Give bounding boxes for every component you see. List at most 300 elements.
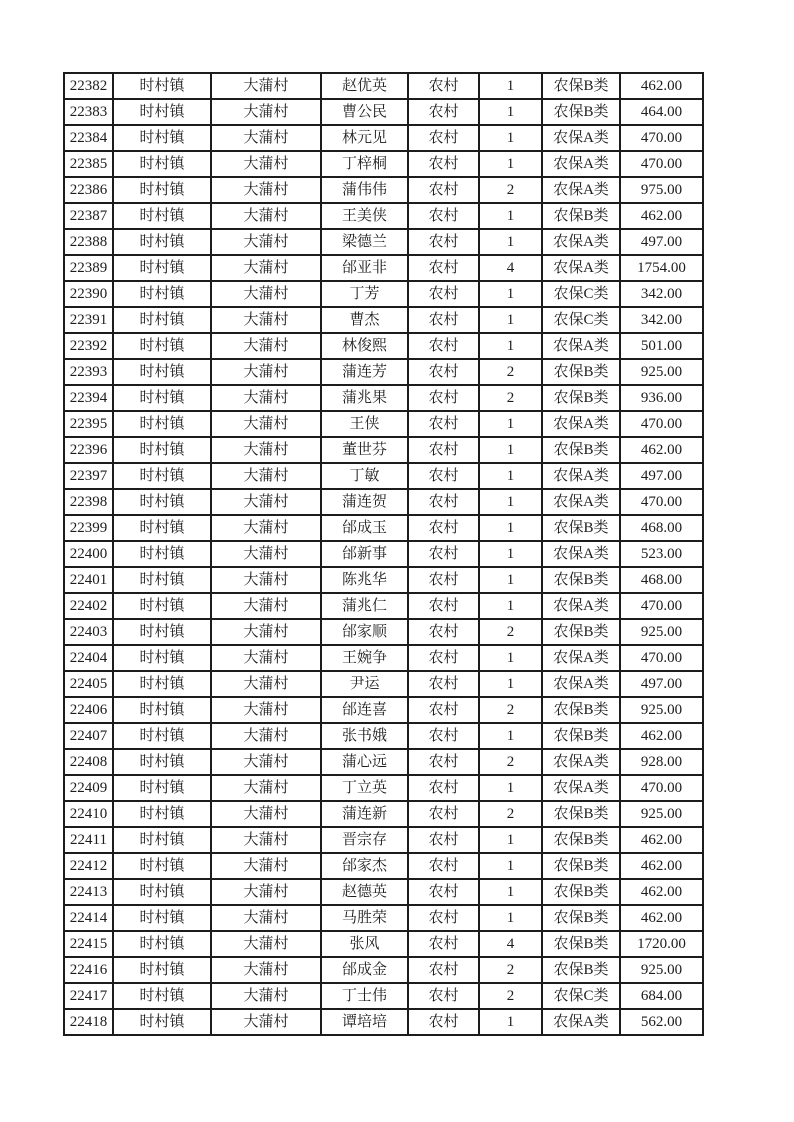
- cell-residence-type: 农村: [408, 515, 479, 541]
- cell-person-name: 丁立英: [321, 775, 408, 801]
- cell-village: 大蒲村: [211, 385, 321, 411]
- cell-residence-type: 农村: [408, 1009, 479, 1035]
- cell-village: 大蒲村: [211, 567, 321, 593]
- cell-person-count: 2: [479, 619, 542, 645]
- table-row: [64, 697, 703, 723]
- cell-person-count: 1: [479, 775, 542, 801]
- cell-amount: 462.00: [620, 853, 703, 879]
- cell-person-name: 梁德兰: [321, 229, 408, 255]
- cell-village: 大蒲村: [211, 437, 321, 463]
- cell-residence-type: 农村: [408, 619, 479, 645]
- cell-insurance-category: 农保B类: [542, 203, 620, 229]
- table-row: [64, 619, 703, 645]
- cell-residence-type: 农村: [408, 775, 479, 801]
- cell-person-name: 晋宗存: [321, 827, 408, 853]
- cell-person-count: 2: [479, 749, 542, 775]
- cell-record-no: 22400: [64, 541, 113, 567]
- cell-insurance-category: 农保A类: [542, 125, 620, 151]
- cell-residence-type: 农村: [408, 177, 479, 203]
- cell-amount: 468.00: [620, 567, 703, 593]
- cell-amount: 470.00: [620, 125, 703, 151]
- cell-residence-type: 农村: [408, 749, 479, 775]
- cell-residence-type: 农村: [408, 463, 479, 489]
- table-row: [64, 957, 703, 983]
- cell-residence-type: 农村: [408, 255, 479, 281]
- cell-amount: 497.00: [620, 463, 703, 489]
- cell-person-name: 蒲心远: [321, 749, 408, 775]
- cell-person-name: 陈兆华: [321, 567, 408, 593]
- cell-village: 大蒲村: [211, 333, 321, 359]
- cell-town: 时村镇: [113, 645, 211, 671]
- cell-residence-type: 农村: [408, 385, 479, 411]
- cell-village: 大蒲村: [211, 463, 321, 489]
- cell-residence-type: 农村: [408, 905, 479, 931]
- cell-village: 大蒲村: [211, 853, 321, 879]
- cell-amount: 470.00: [620, 489, 703, 515]
- cell-insurance-category: 农保B类: [542, 385, 620, 411]
- table-row: [64, 463, 703, 489]
- cell-record-no: 22407: [64, 723, 113, 749]
- table-row: [64, 307, 703, 333]
- cell-town: 时村镇: [113, 307, 211, 333]
- cell-amount: 470.00: [620, 151, 703, 177]
- cell-residence-type: 农村: [408, 957, 479, 983]
- cell-person-name: 林元见: [321, 125, 408, 151]
- cell-residence-type: 农村: [408, 541, 479, 567]
- cell-person-count: 1: [479, 905, 542, 931]
- cell-town: 时村镇: [113, 775, 211, 801]
- cell-person-count: 2: [479, 957, 542, 983]
- table-row: [64, 73, 703, 99]
- cell-record-no: 22382: [64, 73, 113, 99]
- pension-roster-table: [63, 72, 704, 1036]
- cell-amount: 975.00: [620, 177, 703, 203]
- cell-insurance-category: 农保A类: [542, 775, 620, 801]
- cell-amount: 684.00: [620, 983, 703, 1009]
- cell-record-no: 22389: [64, 255, 113, 281]
- cell-insurance-category: 农保A类: [542, 645, 620, 671]
- cell-town: 时村镇: [113, 879, 211, 905]
- cell-amount: 1720.00: [620, 931, 703, 957]
- table-row: [64, 515, 703, 541]
- cell-residence-type: 农村: [408, 73, 479, 99]
- cell-person-name: 尹运: [321, 671, 408, 697]
- cell-record-no: 22392: [64, 333, 113, 359]
- cell-village: 大蒲村: [211, 99, 321, 125]
- cell-record-no: 22401: [64, 567, 113, 593]
- cell-amount: 470.00: [620, 645, 703, 671]
- cell-person-name: 丁士伟: [321, 983, 408, 1009]
- cell-insurance-category: 农保A类: [542, 593, 620, 619]
- cell-town: 时村镇: [113, 905, 211, 931]
- cell-amount: 925.00: [620, 697, 703, 723]
- table-row: [64, 801, 703, 827]
- cell-person-count: 1: [479, 73, 542, 99]
- cell-record-no: 22393: [64, 359, 113, 385]
- cell-insurance-category: 农保B类: [542, 879, 620, 905]
- cell-person-name: 蒲连新: [321, 801, 408, 827]
- table-row: [64, 229, 703, 255]
- cell-person-count: 1: [479, 671, 542, 697]
- cell-village: 大蒲村: [211, 541, 321, 567]
- cell-residence-type: 农村: [408, 723, 479, 749]
- cell-village: 大蒲村: [211, 671, 321, 697]
- cell-person-name: 丁梓桐: [321, 151, 408, 177]
- cell-person-count: 1: [479, 307, 542, 333]
- cell-village: 大蒲村: [211, 229, 321, 255]
- cell-record-no: 22405: [64, 671, 113, 697]
- cell-insurance-category: 农保B类: [542, 801, 620, 827]
- table-row: [64, 645, 703, 671]
- cell-residence-type: 农村: [408, 671, 479, 697]
- cell-record-no: 22399: [64, 515, 113, 541]
- cell-town: 时村镇: [113, 723, 211, 749]
- cell-record-no: 22410: [64, 801, 113, 827]
- cell-town: 时村镇: [113, 1009, 211, 1035]
- table-row: [64, 385, 703, 411]
- cell-record-no: 22412: [64, 853, 113, 879]
- cell-person-count: 1: [479, 723, 542, 749]
- cell-record-no: 22403: [64, 619, 113, 645]
- cell-residence-type: 农村: [408, 983, 479, 1009]
- cell-person-name: 蒲兆仁: [321, 593, 408, 619]
- cell-person-count: 1: [479, 567, 542, 593]
- cell-record-no: 22391: [64, 307, 113, 333]
- cell-person-count: 2: [479, 697, 542, 723]
- cell-insurance-category: 农保A类: [542, 151, 620, 177]
- cell-village: 大蒲村: [211, 775, 321, 801]
- cell-insurance-category: 农保B类: [542, 359, 620, 385]
- cell-town: 时村镇: [113, 567, 211, 593]
- cell-amount: 936.00: [620, 385, 703, 411]
- cell-person-name: 蒲连贺: [321, 489, 408, 515]
- cell-insurance-category: 农保A类: [542, 229, 620, 255]
- cell-person-count: 1: [479, 489, 542, 515]
- cell-village: 大蒲村: [211, 645, 321, 671]
- cell-record-no: 22409: [64, 775, 113, 801]
- cell-record-no: 22397: [64, 463, 113, 489]
- cell-residence-type: 农村: [408, 411, 479, 437]
- cell-town: 时村镇: [113, 801, 211, 827]
- table-row: [64, 1009, 703, 1035]
- cell-insurance-category: 农保B类: [542, 827, 620, 853]
- table-row: [64, 671, 703, 697]
- cell-town: 时村镇: [113, 177, 211, 203]
- cell-residence-type: 农村: [408, 99, 479, 125]
- cell-person-count: 1: [479, 151, 542, 177]
- cell-insurance-category: 农保B类: [542, 515, 620, 541]
- cell-person-name: 张风: [321, 931, 408, 957]
- cell-insurance-category: 农保A类: [542, 489, 620, 515]
- cell-town: 时村镇: [113, 671, 211, 697]
- cell-amount: 925.00: [620, 619, 703, 645]
- cell-village: 大蒲村: [211, 177, 321, 203]
- cell-record-no: 22418: [64, 1009, 113, 1035]
- cell-town: 时村镇: [113, 255, 211, 281]
- cell-village: 大蒲村: [211, 151, 321, 177]
- cell-person-name: 赵德英: [321, 879, 408, 905]
- cell-village: 大蒲村: [211, 619, 321, 645]
- table-row: [64, 255, 703, 281]
- cell-town: 时村镇: [113, 541, 211, 567]
- cell-town: 时村镇: [113, 125, 211, 151]
- cell-town: 时村镇: [113, 359, 211, 385]
- table-row: [64, 333, 703, 359]
- cell-person-count: 2: [479, 983, 542, 1009]
- cell-village: 大蒲村: [211, 957, 321, 983]
- table-row: [64, 593, 703, 619]
- cell-person-count: 4: [479, 931, 542, 957]
- cell-record-no: 22394: [64, 385, 113, 411]
- cell-person-name: 丁敏: [321, 463, 408, 489]
- cell-person-count: 1: [479, 463, 542, 489]
- cell-insurance-category: 农保C类: [542, 307, 620, 333]
- cell-person-count: 1: [479, 229, 542, 255]
- cell-insurance-category: 农保B类: [542, 619, 620, 645]
- cell-person-name: 邰成金: [321, 957, 408, 983]
- table-row: [64, 827, 703, 853]
- cell-residence-type: 农村: [408, 593, 479, 619]
- cell-town: 时村镇: [113, 489, 211, 515]
- cell-person-name: 丁芳: [321, 281, 408, 307]
- cell-person-name: 曹公民: [321, 99, 408, 125]
- table-row: [64, 359, 703, 385]
- cell-insurance-category: 农保A类: [542, 177, 620, 203]
- cell-amount: 462.00: [620, 827, 703, 853]
- cell-town: 时村镇: [113, 619, 211, 645]
- cell-residence-type: 农村: [408, 879, 479, 905]
- cell-person-count: 2: [479, 801, 542, 827]
- cell-person-name: 邰亚非: [321, 255, 408, 281]
- cell-village: 大蒲村: [211, 411, 321, 437]
- cell-person-name: 蒲兆果: [321, 385, 408, 411]
- cell-insurance-category: 农保A类: [542, 463, 620, 489]
- cell-record-no: 22384: [64, 125, 113, 151]
- cell-person-count: 1: [479, 125, 542, 151]
- cell-insurance-category: 农保B类: [542, 437, 620, 463]
- table-row: [64, 749, 703, 775]
- cell-village: 大蒲村: [211, 879, 321, 905]
- cell-residence-type: 农村: [408, 645, 479, 671]
- cell-person-name: 邰成玉: [321, 515, 408, 541]
- cell-person-name: 曹杰: [321, 307, 408, 333]
- cell-residence-type: 农村: [408, 827, 479, 853]
- cell-village: 大蒲村: [211, 931, 321, 957]
- cell-village: 大蒲村: [211, 983, 321, 1009]
- cell-town: 时村镇: [113, 151, 211, 177]
- table-row: [64, 775, 703, 801]
- cell-person-name: 马胜荣: [321, 905, 408, 931]
- table-row: [64, 905, 703, 931]
- cell-town: 时村镇: [113, 827, 211, 853]
- cell-amount: 497.00: [620, 229, 703, 255]
- cell-person-count: 1: [479, 827, 542, 853]
- table-row: [64, 541, 703, 567]
- cell-residence-type: 农村: [408, 125, 479, 151]
- cell-record-no: 22395: [64, 411, 113, 437]
- cell-amount: 342.00: [620, 307, 703, 333]
- records-body: [64, 73, 703, 1035]
- cell-record-no: 22415: [64, 931, 113, 957]
- cell-town: 时村镇: [113, 203, 211, 229]
- cell-village: 大蒲村: [211, 801, 321, 827]
- cell-residence-type: 农村: [408, 333, 479, 359]
- table-row: [64, 931, 703, 957]
- cell-person-count: 1: [479, 645, 542, 671]
- cell-amount: 562.00: [620, 1009, 703, 1035]
- cell-residence-type: 农村: [408, 229, 479, 255]
- cell-town: 时村镇: [113, 99, 211, 125]
- cell-residence-type: 农村: [408, 489, 479, 515]
- cell-record-no: 22414: [64, 905, 113, 931]
- cell-person-count: 4: [479, 255, 542, 281]
- cell-insurance-category: 农保B类: [542, 73, 620, 99]
- cell-record-no: 22406: [64, 697, 113, 723]
- cell-residence-type: 农村: [408, 697, 479, 723]
- cell-village: 大蒲村: [211, 255, 321, 281]
- cell-village: 大蒲村: [211, 905, 321, 931]
- cell-person-name: 邰家顺: [321, 619, 408, 645]
- table-row: [64, 567, 703, 593]
- cell-record-no: 22416: [64, 957, 113, 983]
- cell-person-count: 1: [479, 203, 542, 229]
- cell-insurance-category: 农保B类: [542, 905, 620, 931]
- cell-town: 时村镇: [113, 229, 211, 255]
- table-row: [64, 151, 703, 177]
- cell-insurance-category: 农保B类: [542, 957, 620, 983]
- cell-person-count: 1: [479, 411, 542, 437]
- cell-insurance-category: 农保C类: [542, 281, 620, 307]
- cell-town: 时村镇: [113, 73, 211, 99]
- cell-amount: 1754.00: [620, 255, 703, 281]
- cell-record-no: 22386: [64, 177, 113, 203]
- table-row: [64, 489, 703, 515]
- cell-record-no: 22413: [64, 879, 113, 905]
- table-row: [64, 983, 703, 1009]
- cell-person-name: 邰连喜: [321, 697, 408, 723]
- cell-village: 大蒲村: [211, 281, 321, 307]
- cell-insurance-category: 农保A类: [542, 255, 620, 281]
- cell-record-no: 22408: [64, 749, 113, 775]
- cell-amount: 342.00: [620, 281, 703, 307]
- cell-person-name: 林俊熙: [321, 333, 408, 359]
- cell-insurance-category: 农保B类: [542, 567, 620, 593]
- cell-town: 时村镇: [113, 333, 211, 359]
- cell-residence-type: 农村: [408, 931, 479, 957]
- table-row: [64, 177, 703, 203]
- cell-person-count: 1: [479, 99, 542, 125]
- cell-person-count: 1: [479, 437, 542, 463]
- cell-insurance-category: 农保A类: [542, 333, 620, 359]
- cell-person-count: 1: [479, 853, 542, 879]
- cell-insurance-category: 农保B类: [542, 723, 620, 749]
- table-row: [64, 411, 703, 437]
- cell-amount: 928.00: [620, 749, 703, 775]
- cell-town: 时村镇: [113, 437, 211, 463]
- cell-person-count: 2: [479, 359, 542, 385]
- cell-amount: 501.00: [620, 333, 703, 359]
- cell-village: 大蒲村: [211, 359, 321, 385]
- cell-person-count: 1: [479, 333, 542, 359]
- cell-village: 大蒲村: [211, 73, 321, 99]
- cell-record-no: 22385: [64, 151, 113, 177]
- cell-insurance-category: 农保A类: [542, 411, 620, 437]
- cell-insurance-category: 农保B类: [542, 853, 620, 879]
- cell-town: 时村镇: [113, 281, 211, 307]
- cell-person-count: 1: [479, 281, 542, 307]
- cell-insurance-category: 农保B类: [542, 931, 620, 957]
- table-row: [64, 853, 703, 879]
- cell-amount: 470.00: [620, 411, 703, 437]
- cell-town: 时村镇: [113, 697, 211, 723]
- cell-town: 时村镇: [113, 931, 211, 957]
- cell-amount: 462.00: [620, 723, 703, 749]
- cell-village: 大蒲村: [211, 307, 321, 333]
- cell-insurance-category: 农保A类: [542, 671, 620, 697]
- cell-insurance-category: 农保B类: [542, 99, 620, 125]
- cell-residence-type: 农村: [408, 281, 479, 307]
- cell-person-name: 王侠: [321, 411, 408, 437]
- cell-person-count: 1: [479, 1009, 542, 1035]
- cell-person-name: 赵优英: [321, 73, 408, 99]
- cell-record-no: 22388: [64, 229, 113, 255]
- cell-amount: 464.00: [620, 99, 703, 125]
- cell-person-name: 蒲伟伟: [321, 177, 408, 203]
- cell-record-no: 22404: [64, 645, 113, 671]
- cell-record-no: 22396: [64, 437, 113, 463]
- cell-record-no: 22390: [64, 281, 113, 307]
- cell-record-no: 22387: [64, 203, 113, 229]
- cell-town: 时村镇: [113, 983, 211, 1009]
- cell-person-count: 2: [479, 385, 542, 411]
- cell-insurance-category: 农保A类: [542, 749, 620, 775]
- cell-village: 大蒲村: [211, 593, 321, 619]
- cell-person-count: 1: [479, 541, 542, 567]
- cell-village: 大蒲村: [211, 515, 321, 541]
- cell-amount: 470.00: [620, 593, 703, 619]
- cell-person-name: 张书娥: [321, 723, 408, 749]
- cell-amount: 523.00: [620, 541, 703, 567]
- cell-residence-type: 农村: [408, 853, 479, 879]
- cell-amount: 925.00: [620, 359, 703, 385]
- cell-residence-type: 农村: [408, 359, 479, 385]
- cell-insurance-category: 农保C类: [542, 983, 620, 1009]
- cell-insurance-category: 农保A类: [542, 1009, 620, 1035]
- cell-person-name: 邰新事: [321, 541, 408, 567]
- cell-amount: 468.00: [620, 515, 703, 541]
- cell-person-name: 董世芬: [321, 437, 408, 463]
- cell-amount: 462.00: [620, 905, 703, 931]
- table-row: [64, 437, 703, 463]
- cell-insurance-category: 农保A类: [542, 541, 620, 567]
- cell-village: 大蒲村: [211, 723, 321, 749]
- cell-residence-type: 农村: [408, 203, 479, 229]
- table-row: [64, 723, 703, 749]
- cell-person-count: 1: [479, 879, 542, 905]
- cell-amount: 462.00: [620, 73, 703, 99]
- cell-amount: 462.00: [620, 203, 703, 229]
- cell-village: 大蒲村: [211, 203, 321, 229]
- cell-person-name: 王美侠: [321, 203, 408, 229]
- cell-person-name: 谭培培: [321, 1009, 408, 1035]
- cell-town: 时村镇: [113, 515, 211, 541]
- cell-town: 时村镇: [113, 463, 211, 489]
- cell-village: 大蒲村: [211, 1009, 321, 1035]
- cell-record-no: 22411: [64, 827, 113, 853]
- cell-amount: 925.00: [620, 957, 703, 983]
- cell-record-no: 22383: [64, 99, 113, 125]
- table-row: [64, 281, 703, 307]
